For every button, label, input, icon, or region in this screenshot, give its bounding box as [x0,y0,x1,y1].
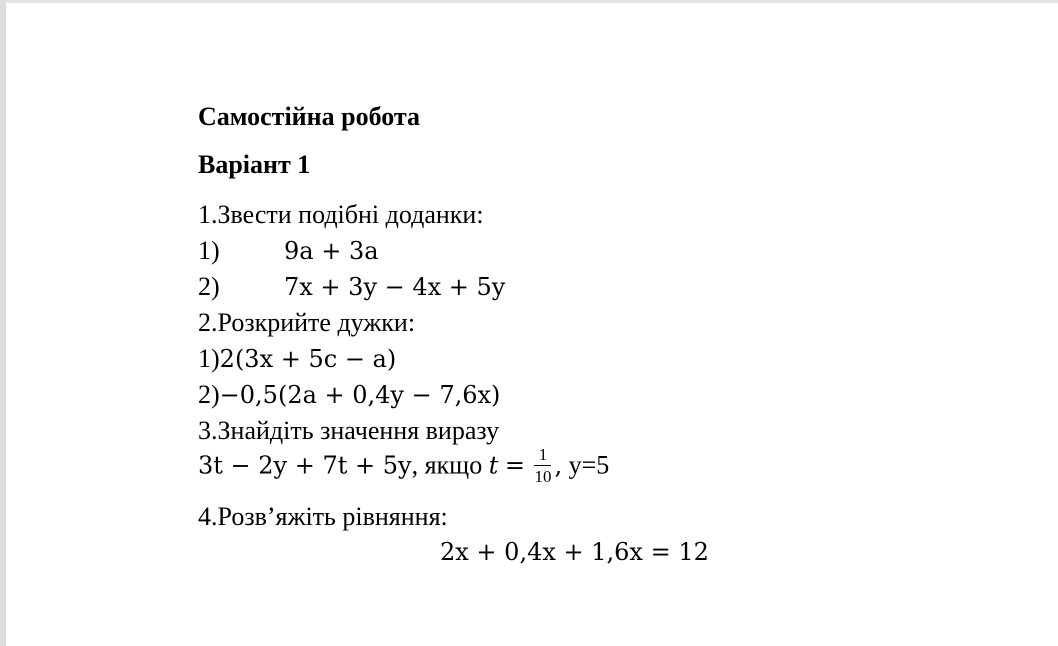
task4-equation: 2x + 0,4x + 1,6x = 12 [440,538,709,566]
task2-item-1-expression: 2(3x + 5c − a) [219,345,397,373]
task4-heading: 4.Розв’яжіть рівняння: [198,502,448,531]
task1-heading: 1.Звести подібні доданки: [198,200,484,229]
task3-heading: 3.Знайдіть значення виразу [198,416,500,445]
task1-item-2-expression: 7x + 3y − 4x + 5y [284,273,506,301]
task2-item-1-number: 1) [198,344,220,373]
task1-item-2 [198,274,505,300]
task3-fraction-numerator: 1 [534,446,551,466]
task2-item-2-number: 2) [198,380,220,409]
task3-condition-word: , якщо [411,450,483,480]
task1-item-1-expression: 9a + 3a [284,237,379,265]
task3-equals: = [504,451,525,480]
task3-variable: t [488,451,499,480]
task3-expression: 3t − 2y + 7t + 5y [198,451,412,480]
task2-item-2-expression: −0,5(2a + 0,4y − 7,6x) [219,381,501,409]
task1-item-1 [198,238,379,264]
task3-comma: , [554,451,563,480]
task3-y-value: y=5 [568,450,610,480]
window-top-border [0,0,1058,3]
task2-item-2 [198,382,500,408]
task3-fraction-denominator: 10 [534,467,552,486]
window-left-border [0,0,6,646]
document-title: Самостійна робота [198,102,421,131]
task1-item-1-number: 1) [198,236,220,265]
task2-heading: 2.Розкрийте дужки: [198,308,416,337]
task2-item-1 [198,346,396,372]
task3-fraction [534,446,551,485]
variant-heading: Варіант 1 [198,150,311,179]
task3-expression-line [198,445,610,487]
task1-item-2-number: 2) [198,272,220,301]
